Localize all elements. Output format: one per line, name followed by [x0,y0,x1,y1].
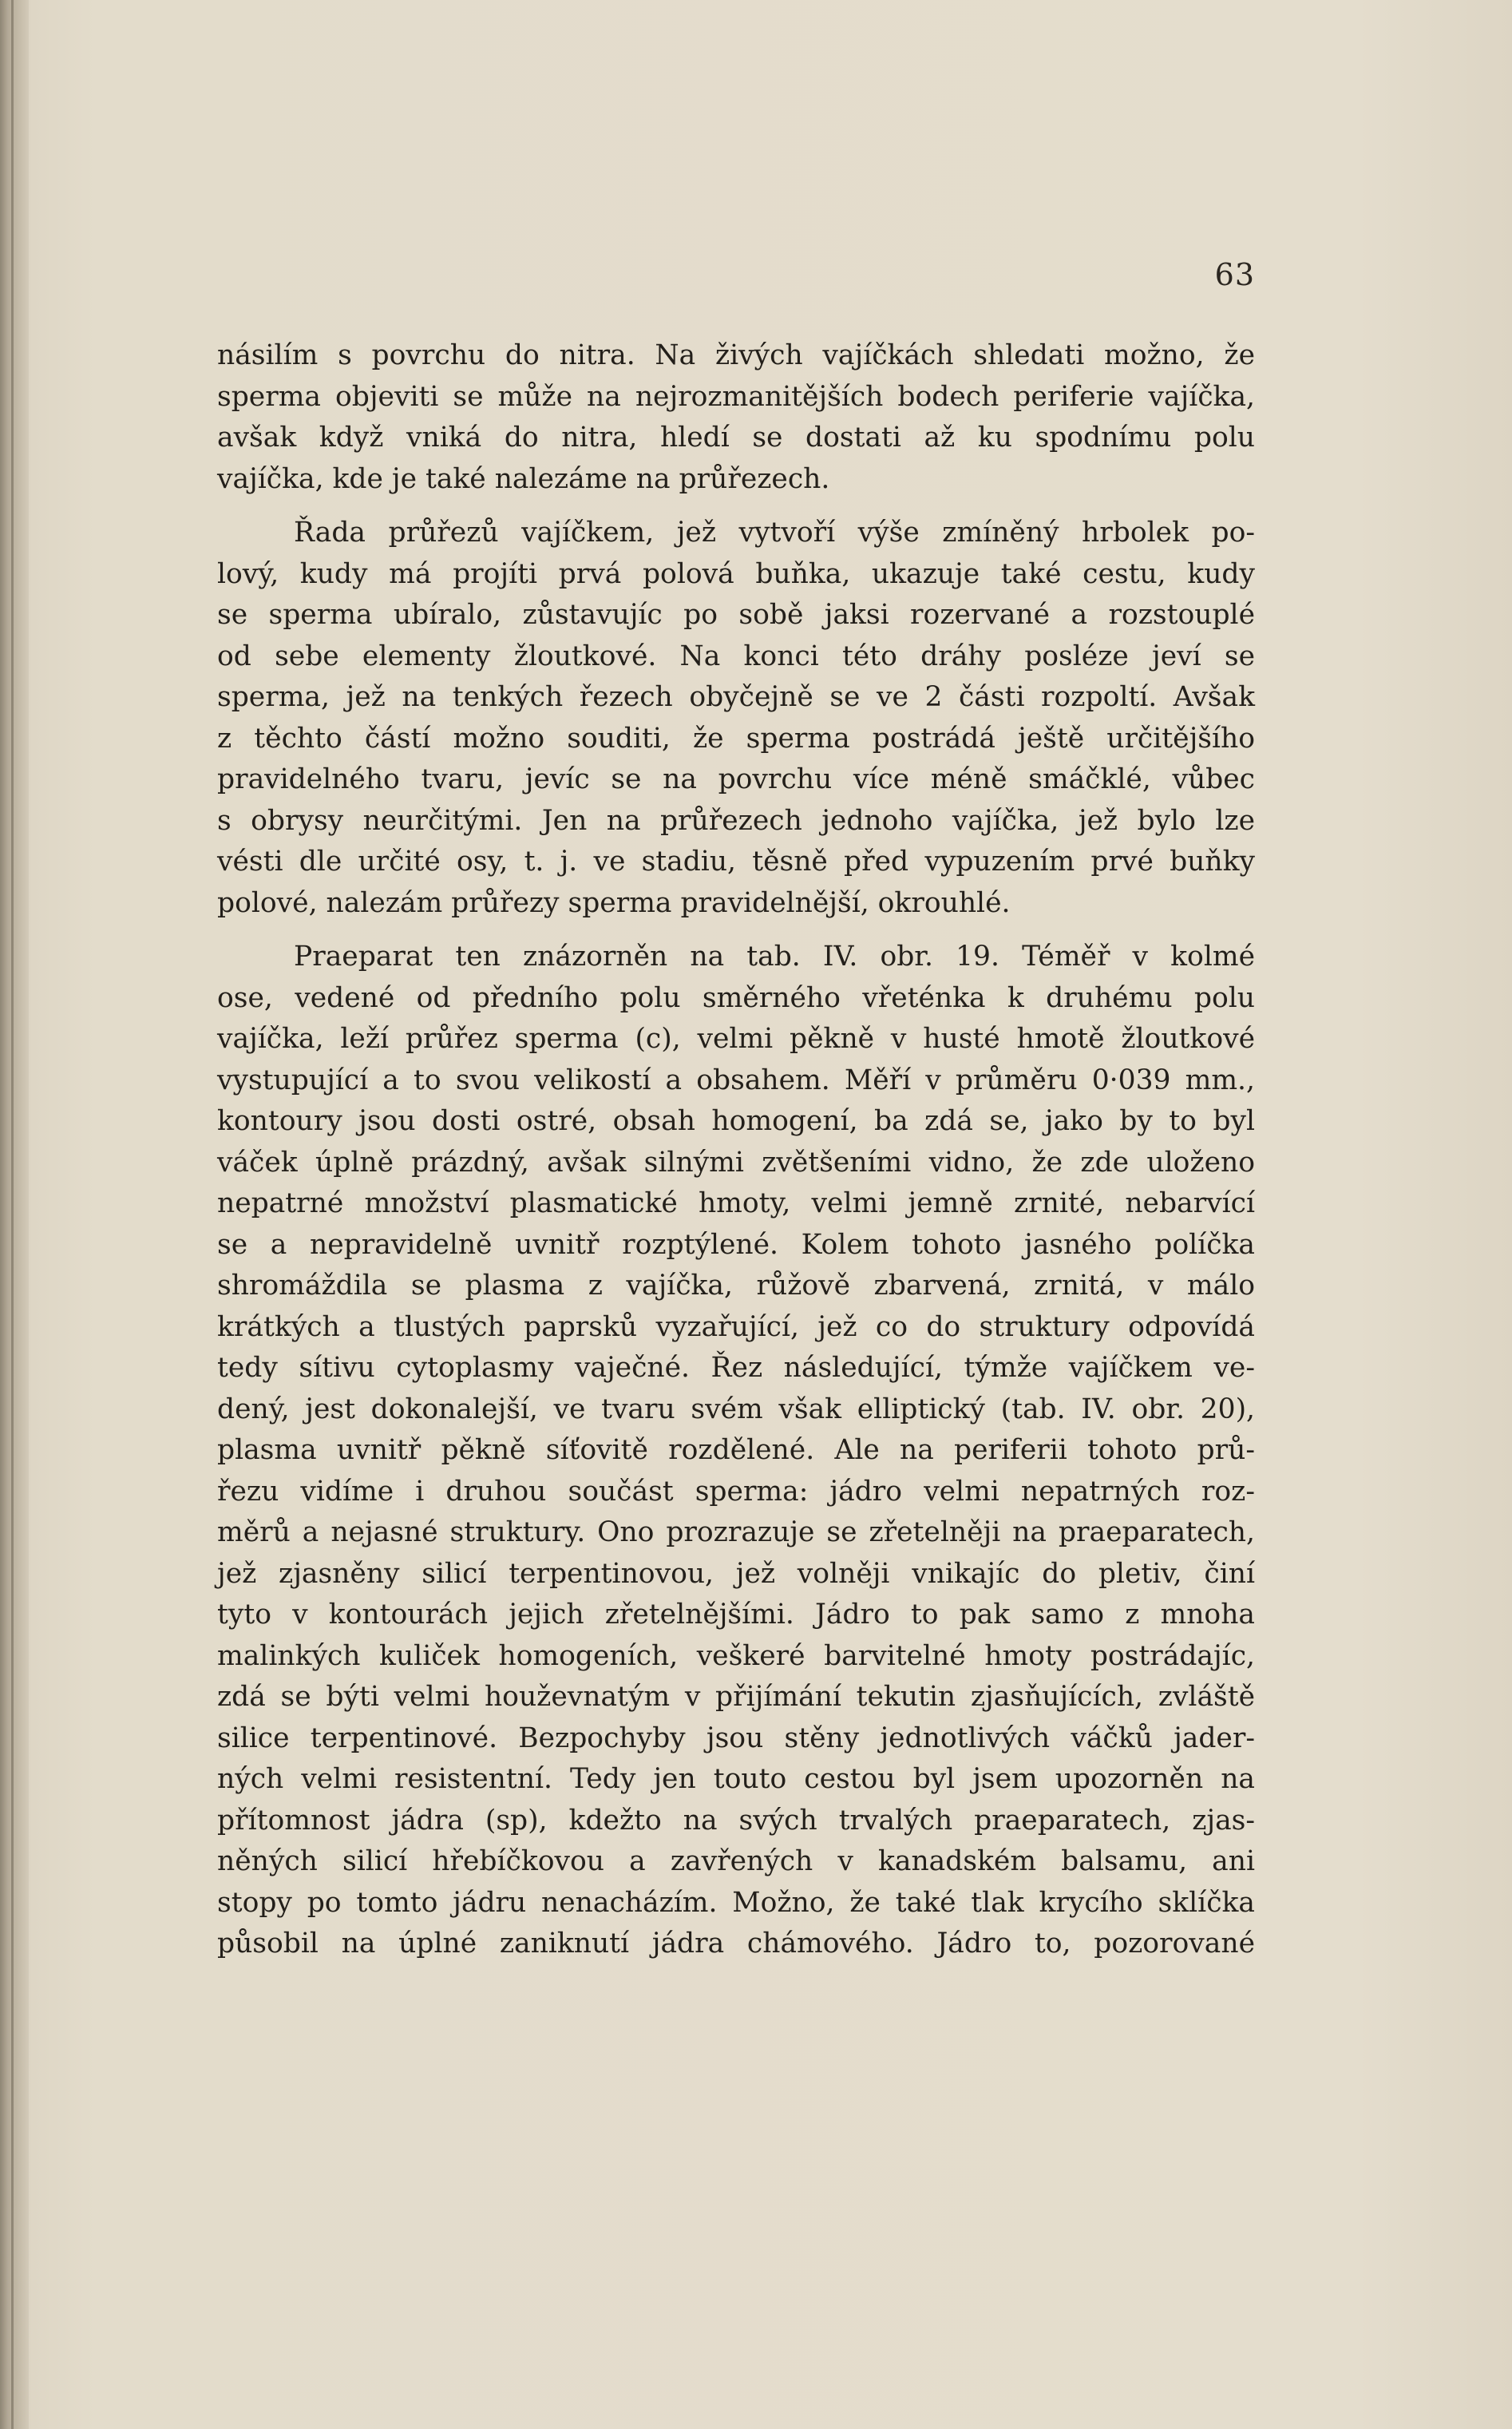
text-line: lový, kudy má projíti prvá polová buňka, ukazuje také cestu, kudy [217,557,1255,590]
text-line: sperma, jež na tenkých řezech obyčejně se ve 2 části rozpoltí. Avšak [217,681,1255,713]
text-line: plasma uvnitř pěkně síťovitě rozdělené. Ale na periferii tohoto prů- [217,1434,1255,1466]
text-line: násilím s povrchu do nitra. Na živých vajíčkách shledati možno, že [217,339,1255,371]
text-line: vajíčka, kde je také nalezáme na průřezech. [217,462,830,495]
text-line: z těchto částí možno souditi, že sperma postrádá ještě určitějšího [217,722,1255,755]
paragraph-1 [217,335,1255,500]
text-line: ose, vedené od předního polu směrného vřeténka k druhému polu [217,981,1255,1014]
text-line: působil na úplné zaniknutí jádra chámového. Jádro to, pozorované [217,1928,1255,1959]
text-line: se sperma ubíralo, zůstavujíc po sobě jaksi rozervané a rozstouplé [217,599,1255,631]
binding-edge [11,0,14,2429]
text-line: pravidelného tvaru, jevíc se na povrchu více méně smáčklé, vůbec [217,763,1255,795]
text-line: malinkých kuliček homogeních, veškeré barvitelné hmoty postrádajíc, [217,1639,1255,1672]
body-text [217,335,1255,1965]
text-line: Řada průřezů vajíčkem, jež vytvoří výše zmíněný hrbolek po- [294,517,1255,549]
paragraph-2 [217,513,1255,924]
paragraph-gap [217,500,1255,513]
text-line: vésti dle určité osy, t. j. ve stadiu, těsně před vypuzením prvé buňky [217,846,1255,878]
text-line: krátkých a tlustých paprsků vyzařující, jež co do struktury odpovídá [217,1310,1255,1343]
text-line: kontoury jsou dosti ostré, obsah homogení, ba zdá se, jako by to byl [217,1105,1255,1137]
text-line: přítomnost jádra (sp), kdežto na svých trvalých praeparatech, zjas- [217,1804,1255,1837]
text-line: se a nepravidelně uvnitř rozptýlené. Kolem tohoto jasného políčka [217,1228,1255,1261]
text-line: vajíčka, leží průřez sperma (c), velmi pěkně v husté hmotě žloutkové [217,1023,1255,1055]
text-line: tedy sítivu cytoplasmy vaječné. Řez následující, týmže vajíčkem ve- [217,1352,1255,1384]
text-line: shromáždila se plasma z vajíčka, růžově zbarvená, zrnitá, v málo [217,1270,1255,1302]
text-line: ných velmi resistentní. Tedy jen touto cestou byl jsem upozorněn na [217,1763,1255,1795]
text-line: řezu vidíme i druhou součást sperma: jádro velmi nepatrných roz- [217,1475,1255,1508]
text-line: nepatrné množství plasmatické hmoty, velmi jemně zrnité, nebarvící [217,1187,1255,1219]
text-line: polové, nalezám průřezy sperma pravidelnější, okrouhlé. [217,886,1011,919]
binding-shadow [0,0,29,2429]
text-line: měrů a nejasné struktury. Ono prozrazuje se zřetelněji na praeparatech, [217,1516,1255,1548]
text-line: od sebe elementy žloutkové. Na konci této dráhy posléze jeví se [217,640,1255,672]
text-line: avšak když vniká do nitra, hledí se dostati až ku spodnímu polu [217,422,1255,454]
text-line: stopy po tomto jádru nenacházím. Možno, že také tlak krycího sklíčka [217,1886,1255,1919]
text-line: něných silicí hřebíčkovou a zavřených v kanadském balsamu, ani [217,1845,1255,1877]
page-number: 63 [1214,257,1255,292]
text-line: váček úplně prázdný, avšak silnými zvětšeními vidno, že zde uloženo [217,1146,1255,1179]
paragraph-gap [217,924,1255,937]
text-line: s obrysy neurčitými. Jen na průřezech jednoho vajíčka, jež bylo lze [217,804,1255,837]
text-line: zdá se býti velmi houževnatým v přijímání tekutin zjasňujících, zvláště [217,1681,1255,1713]
text-line: sperma objeviti se může na nejrozmanitějších bodech periferie vajíčka, [217,380,1255,413]
text-line: vystupující a to svou velikostí a obsahem. Měří v průměru 0·039 mm., [217,1064,1255,1096]
text-line: Praeparat ten znázorněn na tab. IV. obr. 19. Téměř v kolmé [294,941,1255,973]
paragraph-3 [217,937,1255,1965]
text-line: silice terpentinové. Bezpochyby jsou stěny jednotlivých váčků jader- [217,1722,1255,1754]
text-line: dený, jest dokonalejší, ve tvaru svém však elliptický (tab. IV. obr. 20), [217,1393,1255,1425]
text-line: jež zjasněny silicí terpentinovou, jež volněji vnikajíc do pletiv, činí [217,1557,1255,1590]
text-line: tyto v kontourách jejich zřetelnějšími. Jádro to pak samo z mnoha [217,1599,1255,1631]
